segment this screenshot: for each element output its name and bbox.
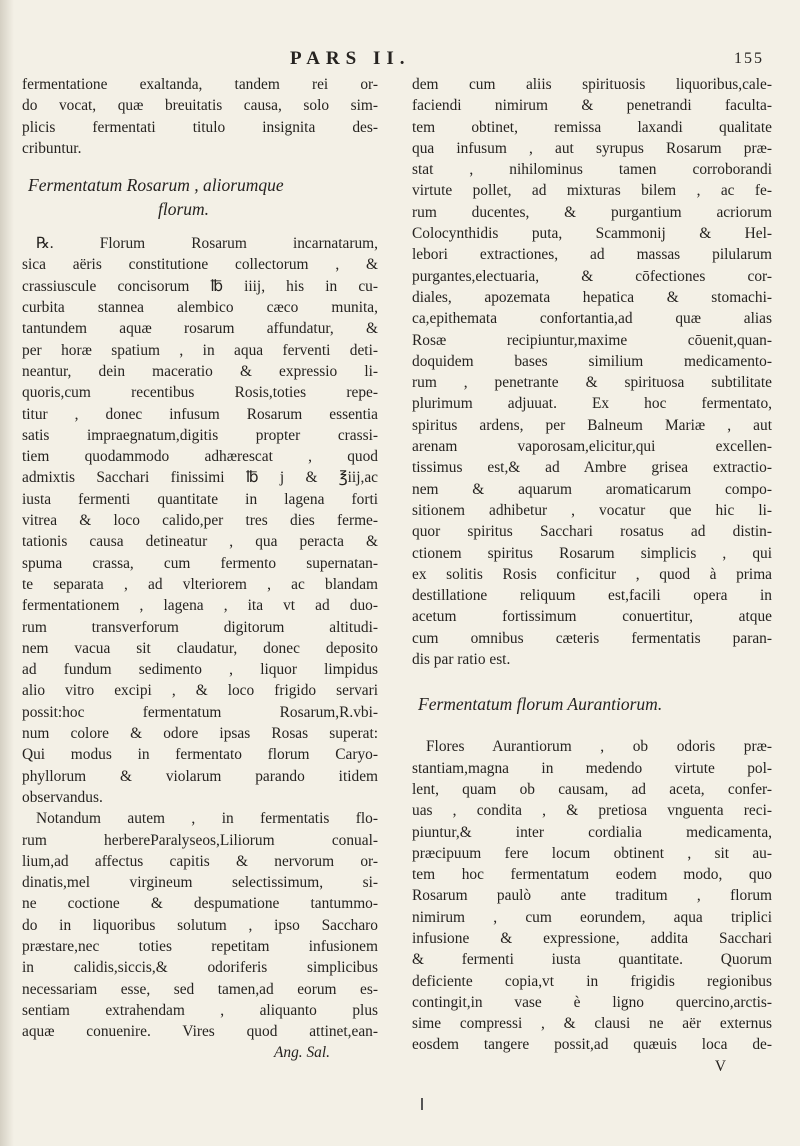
heading-line: Fermentatum Rosarum , aliorumque [28, 175, 284, 196]
text-line: observandus. [22, 788, 103, 806]
text-line: iusta fermenti quantitate in lagena forti [22, 490, 378, 508]
text-line: nem vacua sit claudatur, donec deposito [22, 639, 378, 657]
heading-line: florum. [158, 199, 210, 220]
section-heading-rosarum [22, 173, 378, 221]
text-line: spiritus ardens, per Balneum Mariæ , aut [412, 416, 772, 434]
text-line: curbita stannea alembico cæco munita, [22, 299, 378, 317]
text-line: cum omnibus cæteris fermentatis paran- [412, 629, 772, 647]
text-line: tationis causa detineatur , qua peracta & [22, 533, 378, 551]
text-line: dem cum aliis spirituosis liquoribus,cale- [412, 76, 772, 93]
text-line: neantur, dein maceratio & expressio li- [22, 362, 378, 380]
text-line: do in liquoribus solutum , ipso Saccharo [22, 916, 378, 934]
text-line: do vocat, quæ breuitatis causa, solo sim- [22, 97, 378, 115]
text-line: sitionem adhibetur , vocatur que hic li- [412, 501, 772, 519]
text-line: doquidem bases similium medicamento- [412, 352, 772, 370]
text-line: præstare,nec toties repetitam infusionem [22, 937, 378, 955]
page-edge-shadow [0, 0, 14, 1146]
text-line: satis impraegnatum,digitis propter crassi- [22, 426, 378, 444]
text-line: quoris,cum recentibus Rosis,toties repe- [22, 384, 378, 402]
text-line: & fermenti iusta quantitate. Quorum [412, 951, 772, 969]
text-line: phyllorum & violarum parando itidem [22, 767, 378, 785]
section-heading-aurantiorum [412, 692, 772, 716]
page-number: 155 [734, 50, 764, 67]
text-line: stat , nihilominus tamen corroborandi [412, 161, 772, 179]
text-line: tem obtinet, remissa laxandi qualitate [412, 118, 772, 136]
text-line: necessariam esse, sed tamen,ad eorum es- [22, 980, 378, 998]
text-line: faciendi nimirum & penetrandi faculta- [412, 97, 772, 115]
text-line: Notandum autem , in fermentatis flo- [36, 810, 378, 828]
text-line: in calidis,siccis,& odoriferis simplicibus [22, 959, 378, 977]
text-line: plicis fermentati titulo insignita des- [22, 118, 378, 136]
text-line: rum transverforum digitorum altitudi- [22, 618, 378, 636]
text-line: ℞. Florum Rosarum incarnatarum, [36, 235, 378, 253]
running-head: PARS II. [290, 48, 411, 69]
text-line: sica aëris constitutione collectorum , & [22, 256, 378, 274]
right-column [412, 74, 772, 1077]
text-line: contingit,in vase è ligno quercino,arctis- [412, 993, 772, 1011]
text-line: diales, apozemata hepatica & stomachi- [412, 288, 772, 306]
text-line: arenam vaporosam,elicitur,qui excellen- [412, 438, 772, 456]
text-line: admixtis Sacchari finissimi ℔ j & ℥iij,ac [22, 469, 378, 487]
text-line: te separata , ad vlteriorem , ac blandam [22, 575, 378, 593]
text-line: plurimum adjuuat. Ex hoc fermentato, [412, 395, 772, 413]
text-line: alio vitro excipi , & loco frigido servari [22, 682, 378, 700]
text-line: rum ducentes, & purgantium acriorum [412, 203, 772, 221]
text-line: possit:hoc fermentatum Rosarum,R.vbi- [22, 703, 378, 721]
text-line: ne coctione & despumatione tantummo- [22, 895, 378, 913]
text-line: lium,ad affectus capitis & nervorum or- [22, 852, 378, 870]
text-line: lebori extractiones, ad massas pilularum [412, 246, 772, 264]
text-line: qua infusum , aut syrupus Rosarum præ- [412, 139, 772, 157]
text-line: dinatis,mel virgineum selectissimum, si- [22, 874, 378, 892]
intro-paragraph [22, 74, 378, 159]
text-line: Qui modus in fermentato florum Caryo- [22, 746, 378, 764]
aurantiorum-paragraph [412, 736, 772, 1077]
text-line: Rosarum paulò ante traditum , florum [412, 887, 772, 905]
text-line: cribuntur. [22, 139, 82, 157]
text-line: nem & aquarum aromaticarum compo- [412, 480, 772, 498]
text-line: tiem quodammodo adhærescat , quod [22, 448, 378, 466]
text-line: aquæ conuenire. Vires quod attinet,ean- [22, 1023, 378, 1041]
recipe-paragraph [22, 233, 378, 808]
text-line: ex solitis Rosis conficitur , quod à prima [412, 565, 772, 583]
text-line: sentiam extrahendam , aliquanto plus [22, 1001, 378, 1019]
text-line: Colocynthidis puta, Scammonij & Hel- [412, 225, 772, 243]
text-line: ca,epithemata confortantia,ad quæ alias [412, 310, 772, 328]
text-line: acetum fortissimum conuertitur, atque [412, 608, 772, 626]
text-line: spuma crassa, cum fermento supernatan- [22, 554, 378, 572]
text-line: titur , donec infusum Rosarum essentia [22, 405, 378, 423]
text-line: rum , penetrante & spirituosa subtilitate [412, 374, 772, 392]
signature-mark: V [714, 1057, 726, 1075]
text-line: vitrea & loco calido,per tres dies ferme- [22, 512, 378, 530]
text-line: Rosæ recipiuntur,maxime cōuenit,quan- [412, 331, 772, 349]
text-line: tissimus est,& ad Ambre grisea extractio- [412, 459, 772, 477]
heading-line: Fermentatum florum Aurantiorum. [418, 694, 663, 715]
text-line: stantiam,magna in medendo virtute pol- [412, 759, 772, 777]
text-line: tantundem aquæ rosarum affundatur, & [22, 320, 378, 338]
ink-fleck [421, 1098, 423, 1110]
text-line: uas , condita , & pretiosa vnguenta reci- [412, 802, 772, 820]
text-line: per horæ spatium , in aqua ferventi deti- [22, 341, 378, 359]
text-line: Flores Aurantiorum , ob odoris præ- [426, 738, 772, 756]
text-line: virtute pollet, ad mixturas bilem , ac fe- [412, 182, 772, 200]
catchword: Ang. Sal. [273, 1044, 330, 1062]
text-line: fermentatione exaltanda, tandem rei or- [22, 76, 378, 93]
text-line: tem hoc fermentatum eodem modo, quo [412, 866, 772, 884]
text-line: destillatione reliquum est,facili opera in [412, 587, 772, 605]
text-line: sime compressi , & clausi ne aër externus [412, 1015, 772, 1033]
text-line: piuntur,& inter cordialia medicamenta, [412, 823, 772, 841]
continued-paragraph [412, 74, 772, 670]
text-line: nimirum , cum eorundem, aqua triplici [412, 908, 772, 926]
text-line: purgantes,electuaria, & cōfectiones cor- [412, 267, 772, 285]
text-line: eosdem tangere possit,ad quæuis loca de- [412, 1036, 772, 1054]
text-line: rum herbereParalyseos,Liliorum conual- [22, 831, 378, 849]
text-line: ad fundum sedimento , liquor limpidus [22, 661, 378, 679]
text-line: præcipuum fere locum obtinent , sit au- [412, 844, 772, 862]
text-line: lent, quam ob causam, ad aceta, confer- [412, 780, 772, 798]
text-line: fermentationem , lagena , ita vt ad duo- [22, 597, 378, 615]
text-line: crassiuscule concisorum ℔ iiij, his in cu- [22, 277, 378, 295]
text-line: ctionem spiritus Rosarum simplicis , qui [412, 544, 772, 562]
page-header [40, 48, 764, 72]
text-line: num colore & odore ipsas Rosas superat: [22, 725, 378, 743]
text-line: quor spiritus Sacchari rosatus ad distin- [412, 523, 772, 541]
text-line: dis par ratio est. [412, 651, 511, 669]
text-line: infusione & expressione, addita Sacchari [412, 929, 772, 947]
text-line: deficiente copia,vt in frigidis regionibus [412, 972, 772, 990]
left-column [22, 74, 378, 1064]
notandum-paragraph [22, 808, 378, 1064]
